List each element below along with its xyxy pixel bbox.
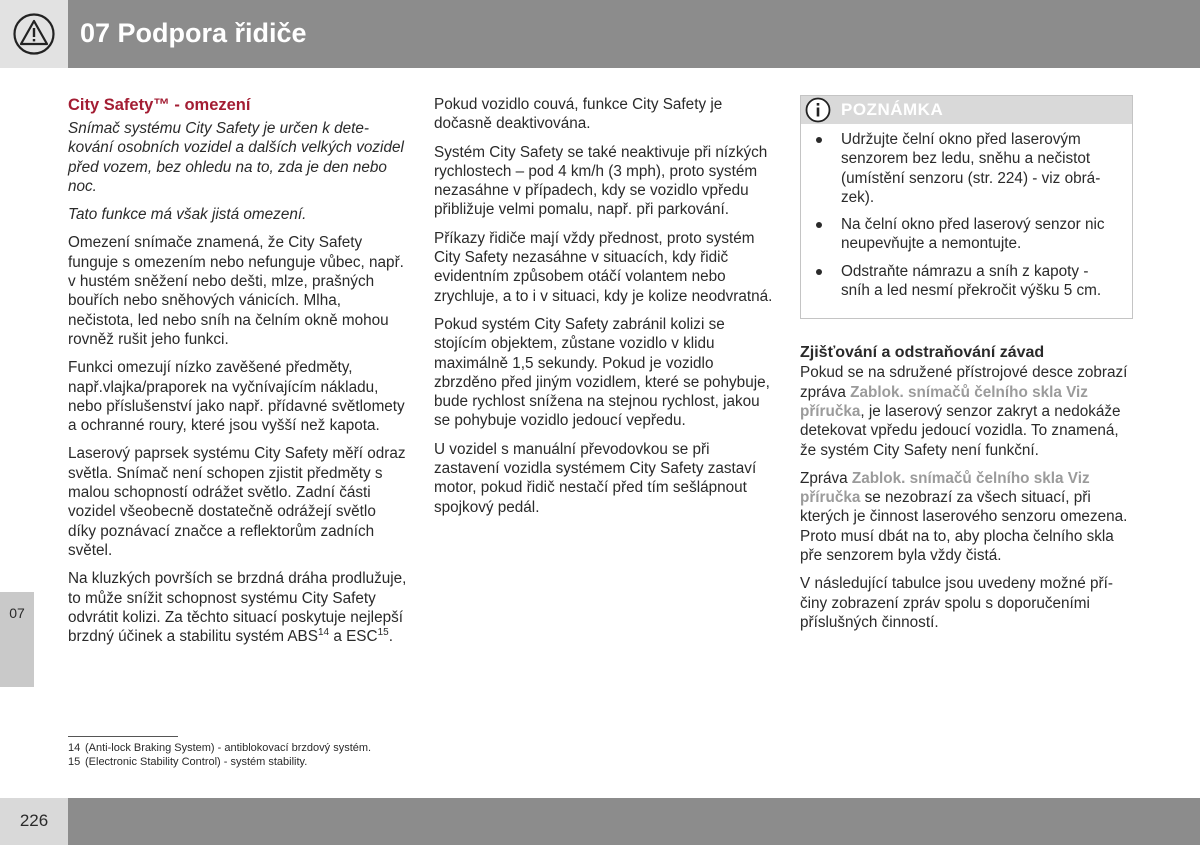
- footnote-number: 15: [68, 756, 81, 768]
- column-1: [68, 95, 408, 655]
- paragraph: V následující tabulce jsou uvedeny možné příčiny zobrazení zpráv spolu s doporučeními příslušných činností.: [800, 575, 1113, 631]
- footnotes: [68, 741, 371, 769]
- note-header: [801, 96, 1132, 124]
- paragraph: Omezení snímače znamená, že City Safety funguje s omezením nebo nefunguje vůbec, např. v hustém sněžení nebo dešti, mlze, prašných bouřích nebo sněhových vánicích. Mlha, nečistota, led nebo sníh na čelním okně mohou rovněž rušit jeho funkci.: [68, 234, 404, 348]
- paragraph-text: Zpráva: [800, 469, 852, 487]
- footnote-ref[interactable]: 15: [377, 627, 389, 639]
- footnote-text: (Anti-lock Braking System) - antiblokovací brzdový systém.: [85, 742, 372, 754]
- paragraph: Funkci omezují nízko zavěšené předměty, např.vlajka/praporek na vyčnívajícím nákladu, nebo příslušenství jako např. přídavné světlomety a ochranné roury, které jsou vyšší než kapota.: [68, 359, 405, 435]
- paragraph: Pokud systém City Safety zabránil kolizi se stojícím objektem, zůstane vozidlo v klidu maximálně 1,5 sekundy. Pokud je vozidlo zbrzděno před jiným vozidlem, které se pohybuje, bude rychlost snížena na stejnou rychlost, jakou se pohybuje vozidlo jedoucí vepředu.: [434, 315, 770, 430]
- paragraph: U vozidel s manuální převodovkou se při zastavení vozidla systémem City Safety zastaví motor, pokud řidič nestačí před tím sešlápnout spojkový pedál.: [434, 440, 757, 516]
- paragraph: Pokud vozidlo couvá, funkce City Safety je dočasně deaktivována.: [434, 96, 723, 133]
- intro-paragraph-2: Tato funkce má však jistá omezení.: [68, 206, 307, 224]
- list-item: Na čelní okno před laserový senzor nic neupevňujte a nemontujte.: [841, 215, 1118, 254]
- paragraph: [800, 469, 1133, 565]
- side-tab-label: 07: [9, 605, 25, 621]
- note-box: [800, 95, 1133, 319]
- chapter-header: [0, 0, 1200, 68]
- paragraph-text: a ESC: [329, 628, 378, 646]
- intro-paragraph: Snímač systému City Safety je určen k detekování osobních vozidel a dalších velkých vozidel před vozem, bez ohledu na to, zda je den nebo noc.: [68, 120, 404, 195]
- info-icon: [805, 97, 831, 123]
- paragraph-text: se nezobrazí za všech situací, při kterých je činnost laserového senzoru omezena. Proto musí dbát na to, aby plocha čelního skla pře senzorem byla vždy čistá.: [800, 489, 1128, 565]
- header-icon-box: [0, 0, 68, 68]
- footnote-text: (Electronic Stability Control) - systém stability.: [85, 756, 308, 768]
- subsection-title: Zjišťování a odstraňování závad: [800, 344, 1045, 362]
- paragraph-text: , je laserový senzor zakryt a nedokáže detekovat vpředu jedoucí vozidla. To znamená, že systém City Safety není funkční.: [800, 402, 1121, 459]
- footnote-divider: [68, 736, 178, 737]
- page-number-box: [0, 798, 68, 845]
- column-3: [800, 95, 1133, 641]
- paragraph-abs-esc: [68, 569, 408, 646]
- chapter-title: 07 Podpora řidiče: [80, 18, 307, 48]
- message-text: Zablok. snímačů čelního skla Viz příručka: [800, 469, 1090, 507]
- chapter-side-tab: [0, 592, 34, 687]
- paragraph: Příkazy řidiče mají vždy přednost, proto systém City Safety nezasáhne v situacích, kdy řidič evidentním způsobem otáčí volantem nebo zrychluje, a to i v situaci, kdy je kolize neodvratná.: [434, 229, 773, 305]
- warning-triangle-icon: [13, 13, 55, 55]
- paragraph: Laserový paprsek systému City Safety měří odraz světla. Snímač není schopen zjistit předměty s malou schopností odrážet světlo. Zadní části vozidel všeobecně dostatečně odrážejí světlo díky poznávací značce a reflektorům zadních světel.: [68, 445, 406, 559]
- paragraph: Systém City Safety se také neaktivuje při nízkých rychlostech – pod 4 km/h (3 mph), proto systém nezasáhne v případech, kdy se vozidlo vpředu přibližuje velmi pomalu, např. při parkování.: [434, 143, 768, 219]
- page-number: 226: [19, 811, 49, 830]
- footnote-ref[interactable]: 14: [317, 627, 330, 639]
- section-title: City Safety™ - omezení: [68, 96, 251, 114]
- note-list: [801, 124, 1132, 318]
- page-footer: [0, 798, 1200, 845]
- list-item: Udržujte čelní okno před laserovým senzorem bez ledu, sněhu a nečistot (umístění senzoru (str. 224) - viz obrázek).: [841, 130, 1118, 207]
- list-item: Odstraňte námrazu a sníh z kapoty - sníh a led nesmí překročit výšku 5 cm.: [841, 262, 1118, 301]
- message-text: Zablok. snímačů čelního skla Viz příručka: [800, 383, 1088, 420]
- column-2: [434, 95, 774, 526]
- paragraph-text: .: [388, 628, 393, 646]
- paragraph-text: Na kluzkých površích se brzdná dráha prodlužuje, to může snížit schopnost systému City Safety odvrátit kolizi. Za těchto situací poskytuje nejlepší brzdný účinek a stabilitu systém ABS: [68, 570, 407, 646]
- footnote-number: 14: [68, 742, 81, 754]
- footnote: [68, 741, 371, 755]
- paragraph-text: Pokud se na sdružené přístrojové desce zobrazí zpráva: [800, 364, 1128, 401]
- paragraph: [800, 363, 1133, 459]
- footnote: [68, 755, 371, 769]
- note-title: POZNÁMKA: [841, 100, 944, 119]
